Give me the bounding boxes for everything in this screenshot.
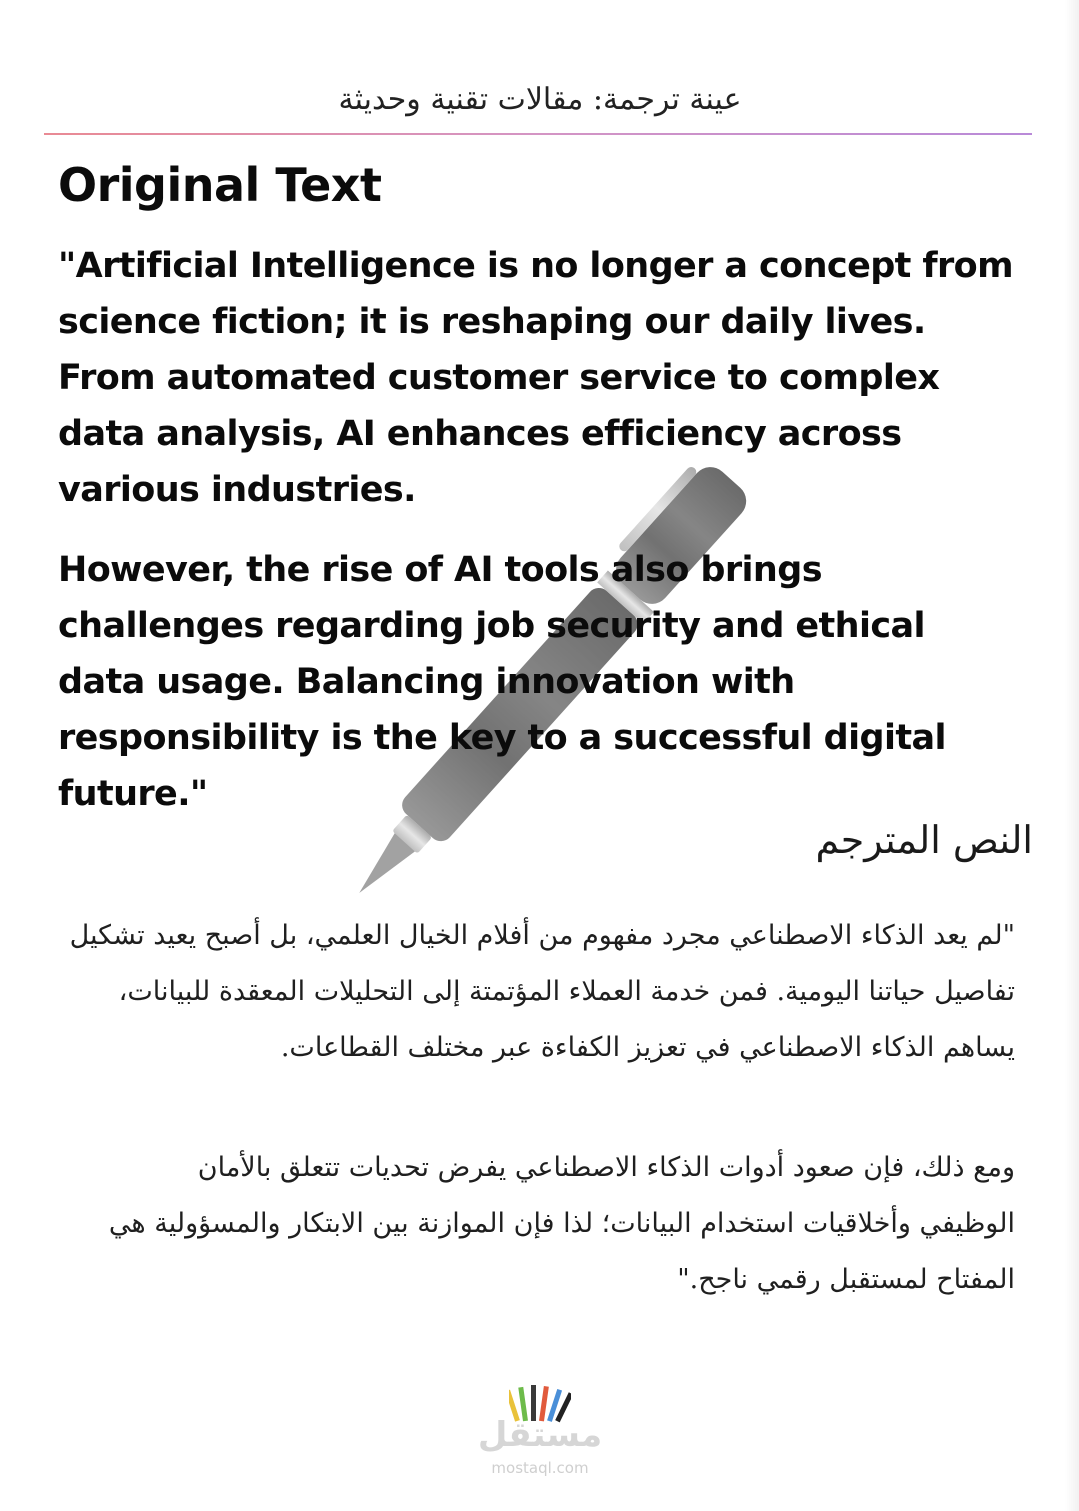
- watermark-arabic: مستقل: [477, 1415, 603, 1455]
- original-paragraph-1: "Artificial Intelligence is no longer a concept from science fiction; it is reshaping our daily lives. From automated customer service to complex data analysis, AI enhances efficiency across various industries.: [58, 246, 1013, 510]
- watermark-domain: mostaql.com: [491, 1459, 589, 1477]
- translated-text-heading: النص المترجم: [815, 818, 1033, 862]
- original-paragraph-2: However, the rise of AI tools also brings challenges regarding job security and ethical data usage. Balancing innovation with responsibility is the key to a successful digital future.": [58, 550, 946, 814]
- page-edge-shadow: [1065, 0, 1079, 1511]
- watermark-logo: [470, 1385, 610, 1485]
- translated-paragraph-2: ومع ذلك، فإن صعود أدوات الذكاء الاصطناعي يفرض تحديات تتعلق بالأمان الوظيفي وأخلاقيات استخدام البيانات؛ لذا فإن الموازنة بين الابتكار والمسؤولية هي المفتاح لمستقبل رقمي ناجح.": [108, 1152, 1015, 1295]
- page-title: عينة ترجمة: مقالات تقنية وحديثة: [338, 82, 742, 117]
- translated-paragraph-1: "لم يعد الذكاء الاصطناعي مجرد مفهوم من أفلام الخيال العلمي، بل أصبح يعيد تشكيل تفاصيل حياتنا اليومية. فمن خدمة العملاء المؤتمتة إلى التحليلات المعقدة للبيانات، يساهم الذكاء الاصطناعي في تعزيز الكفاءة عبر مختلف القطاعات.: [69, 920, 1015, 1063]
- original-text-heading: Original Text: [58, 158, 382, 212]
- header-divider: [44, 133, 1032, 135]
